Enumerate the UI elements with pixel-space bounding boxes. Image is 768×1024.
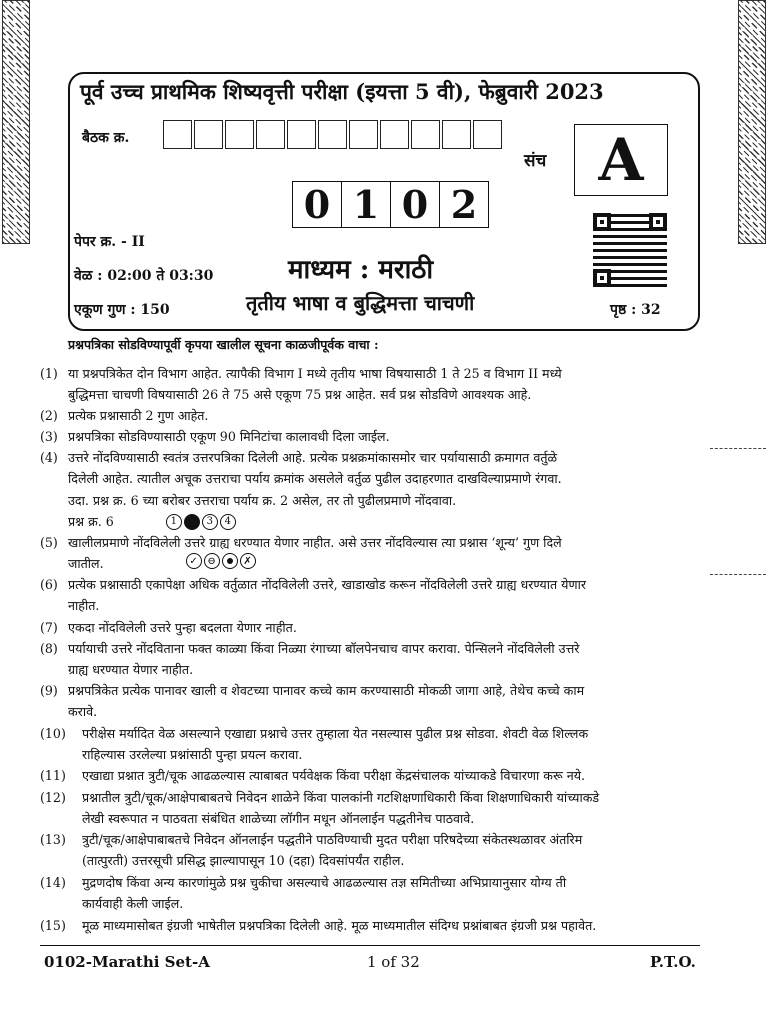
instruction-item bbox=[40, 723, 700, 766]
seat-box[interactable] bbox=[256, 120, 285, 149]
instruction-number: (1) bbox=[40, 366, 58, 381]
instruction-number: (3) bbox=[40, 429, 58, 444]
seat-label: बैठक क्र. bbox=[82, 130, 130, 146]
instruction-item bbox=[40, 765, 700, 786]
instructions-intro: प्रश्नपत्रिका सोडविण्यापूर्वी कृपया खालील सूचना काळजीपूर्वक वाचा : bbox=[68, 337, 379, 352]
seat-box[interactable] bbox=[380, 120, 409, 149]
seat-box[interactable] bbox=[225, 120, 254, 149]
total-marks: एकूण गुण : 150 bbox=[74, 302, 170, 318]
footer-pto: P.T.O. bbox=[650, 953, 696, 971]
instruction-number: (11) bbox=[40, 768, 66, 783]
instruction-number: (9) bbox=[40, 683, 58, 698]
exam-time: वेळ : 02:00 ते 03:30 bbox=[74, 268, 214, 284]
cut-line bbox=[710, 574, 766, 575]
instruction-line: प्रत्येक प्रश्नासाठी 2 गुण आहेत. bbox=[68, 408, 209, 423]
instruction-number: (5) bbox=[40, 535, 58, 550]
instruction-line: मूळ माध्यमासोबत इंग्रजी भाषेतील प्रश्नपत्रिका दिलेली आहे. मूळ माध्यमातील संदिग्ध प्रश्नांबाबत इंग्रजी प्रश्न पहावेत. bbox=[82, 918, 597, 933]
instruction-line: प्रश्नपत्रिकेत प्रत्येक पानावर खाली व शेवटच्या पानावर कच्चे काम करण्यासाठी मोकळी जागा आहे, तेथेच कच्चे काम bbox=[68, 683, 585, 698]
instruction-line: लेखी स्वरूपात न पाठवता संबंधित शाळेच्या लॉगीन मधून ऑनलाईन पद्धतीनेच पाठवावे. bbox=[82, 811, 475, 827]
instruction-item bbox=[40, 617, 700, 638]
seat-box[interactable] bbox=[163, 120, 192, 149]
instruction-number: (10) bbox=[40, 726, 66, 741]
seat-box[interactable] bbox=[349, 120, 378, 149]
instruction-line: प्रत्येक प्रश्नासाठी एकापेक्षा अधिक वर्तुळात नोंदविलेली उत्तरे, खाडाखोड करून नोंदविलेली उत्तरे ग्राह्य धरण्यात येणार bbox=[68, 577, 586, 592]
instruction-number: (13) bbox=[40, 832, 66, 847]
instruction-item bbox=[40, 787, 700, 830]
answer-bubble: 3 bbox=[202, 514, 218, 530]
border-pattern-right bbox=[738, 0, 766, 244]
instruction-line: राहिल्यास उरलेल्या प्रश्नांसाठी पुन्हा प्रयत्न करावा. bbox=[82, 747, 303, 763]
qr-code-icon bbox=[593, 213, 667, 287]
instruction-line: नाहीत. bbox=[68, 598, 100, 614]
page-count: पृष्ठ : 32 bbox=[610, 302, 661, 318]
instruction-item bbox=[40, 829, 700, 872]
instruction-item bbox=[40, 680, 700, 723]
answer-bubble: ⊖ bbox=[204, 553, 220, 569]
sample-question-label: प्रश्न क्र. 6 bbox=[68, 513, 114, 529]
seat-box[interactable] bbox=[411, 120, 440, 149]
instruction-item bbox=[40, 574, 700, 617]
invalid-marking-examples bbox=[186, 553, 256, 574]
instruction-line: परीक्षेस मर्यादित वेळ असल्याने एखाद्या प्रश्नाचे उत्तर तुम्हाला येत नसल्यास पुढील प्रश्न सोडवा. शेवटी वेळ शिल्लक bbox=[82, 726, 589, 741]
answer-bubble: 4 bbox=[220, 514, 236, 530]
instruction-line: कार्यवाही केली जाईल. bbox=[82, 896, 184, 912]
border-pattern-left bbox=[2, 0, 30, 244]
answer-bubble bbox=[184, 514, 200, 530]
footer-code: 0102-Marathi Set-A bbox=[44, 953, 210, 971]
seat-box[interactable] bbox=[442, 120, 471, 149]
instruction-number: (7) bbox=[40, 620, 58, 635]
instruction-line: उत्तरे नोंदविण्यासाठी स्वतंत्र उत्तरपत्रिका दिलेली आहे. प्रत्येक प्रश्नक्रमांकासमोर चार पर्यायासाठी क्रमागत वर्तुळे bbox=[68, 450, 558, 465]
instruction-item bbox=[40, 405, 700, 426]
instruction-number: (14) bbox=[40, 875, 66, 890]
instruction-line: एकदा नोंदविलेली उत्तरे पुन्हा बदलता येणार नाहीत. bbox=[68, 620, 297, 635]
instruction-line: (तात्पुरती) उत्तरसूची प्रसिद्ध झाल्यापासून 10 (दहा) दिवसांपर्यंत राहील. bbox=[82, 853, 405, 869]
instruction-number: (15) bbox=[40, 918, 66, 933]
code-digit: 1 bbox=[342, 182, 391, 227]
instruction-item bbox=[40, 638, 700, 681]
code-digit: 2 bbox=[450, 182, 478, 227]
cut-line bbox=[710, 448, 766, 449]
instruction-item bbox=[40, 447, 700, 532]
instruction-line: प्रश्नपत्रिका सोडविण्यासाठी एकूण 90 मिनिटांचा कालावधी दिला जाईल. bbox=[68, 429, 390, 444]
instruction-line: एखाद्या प्रश्नात त्रुटी/चूक आढळल्यास त्याबाबत पर्यवेक्षक किंवा परीक्षा केंद्रसंचालक यांच्याकडे विचारणा करू नये. bbox=[82, 768, 586, 783]
instruction-line: खालीलप्रमाणे नोंदविलेली उत्तरे ग्राह्य धरण्यात येणार नाहीत. असे उत्तर नोंदविल्यास त्या प्रश्नास ‘शून्य’ गुण दिले bbox=[68, 535, 562, 550]
answer-bubble: ✓ bbox=[186, 553, 202, 569]
instruction-item bbox=[40, 426, 700, 447]
medium-label: माध्यम : मराठी bbox=[288, 255, 434, 285]
instruction-line: या प्रश्नपत्रिकेत दोन विभाग आहेत. त्यापैकी विभाग I मध्ये तृतीय भाषा विषयासाठी 1 ते 25 व विभाग II मध्ये bbox=[68, 366, 562, 381]
set-label: संच bbox=[524, 151, 547, 171]
instruction-line: बुद्धिमत्ता चाचणी विषयासाठी 26 ते 75 असे एकूण 75 प्रश्न आहेत. सर्व प्रश्न सोडविणे आवश्यक आहे. bbox=[68, 387, 532, 403]
instruction-line: प्रश्नातील त्रुटी/चूक/आक्षेपाबाबतचे निवेदन शाळेने किंवा पालकांनी गटशिक्षणाधिकारी किंवा शिक्षणाधिकारी यांच्याकडे bbox=[82, 790, 600, 805]
paper-code bbox=[292, 181, 489, 228]
instruction-number: (8) bbox=[40, 641, 58, 656]
paper-number: पेपर क्र. - II bbox=[74, 234, 145, 250]
set-value: A bbox=[598, 126, 644, 194]
instruction-number: (6) bbox=[40, 577, 58, 592]
footer-divider bbox=[40, 945, 700, 946]
seat-number-boxes[interactable] bbox=[163, 120, 504, 149]
instruction-number: (12) bbox=[40, 790, 66, 805]
instruction-item bbox=[40, 532, 700, 575]
seat-box[interactable] bbox=[473, 120, 502, 149]
set-box bbox=[574, 124, 668, 196]
instruction-line: उदा. प्रश्न क्र. 6 च्या बरोबर उत्तराचा पर्याय क्र. 2 असेल, तर तो पुढीलप्रमाणे नोंदवावा. bbox=[68, 492, 457, 508]
code-digit: 0 bbox=[391, 182, 440, 227]
code-digit: 0 bbox=[293, 182, 342, 227]
seat-box[interactable] bbox=[287, 120, 316, 149]
exam-title: पूर्व उच्च प्राथमिक शिष्यवृत्ती परीक्षा (इयत्ता 5 वी), फेब्रुवारी 2023 bbox=[80, 79, 604, 104]
instruction-item bbox=[40, 363, 700, 406]
instruction-line: करावे. bbox=[68, 704, 98, 720]
footer-page: 1 of 32 bbox=[367, 953, 420, 971]
instruction-number: (2) bbox=[40, 408, 58, 423]
instruction-item bbox=[40, 872, 700, 915]
answer-bubble: 1 bbox=[166, 514, 182, 530]
instruction-line-text: जातील. bbox=[68, 556, 104, 572]
instruction-line: दिलेली आहेत. त्यातील अचूक उत्तराचा पर्याय क्रमांक असलेले वर्तुळ पुढील उदाहरणात दाखविल्याप्रमाणे रंगवा. bbox=[68, 471, 562, 487]
answer-bubble: ✗ bbox=[240, 553, 256, 569]
sample-answer-row bbox=[68, 511, 700, 532]
instruction-line bbox=[68, 553, 700, 574]
instruction-item bbox=[40, 915, 700, 936]
sample-answer-bubbles bbox=[166, 514, 236, 530]
seat-box[interactable] bbox=[194, 120, 223, 149]
instruction-line: ग्राह्य धरण्यात येणार नाहीत. bbox=[68, 662, 194, 678]
answer-bubble bbox=[222, 553, 238, 569]
seat-box[interactable] bbox=[318, 120, 347, 149]
subject-label: तृतीय भाषा व बुद्धिमत्ता चाचणी bbox=[246, 291, 475, 315]
instruction-line: पर्यायाची उत्तरे नोंदविताना फक्त काळ्या किंवा निळ्या रंगाच्या बॉलपेनचाच वापर करावा. पेन्सिलने नोंदविलेली उत्तरे bbox=[68, 641, 580, 656]
instruction-line: मुद्रणदोष किंवा अन्य कारणांमुळे प्रश्न चुकीचा असल्याचे आढळल्यास तज्ञ समितीच्या अभिप्रायानुसार योग्य ती bbox=[82, 875, 567, 890]
instruction-number: (4) bbox=[40, 450, 58, 465]
instruction-line: त्रुटी/चूक/आक्षेपाबाबतचे निवेदन ऑनलाईन पद्धतीने पाठविण्याची मुदत परीक्षा परिषदेच्या संकेतस्थळावर अंतरिम bbox=[82, 832, 583, 847]
